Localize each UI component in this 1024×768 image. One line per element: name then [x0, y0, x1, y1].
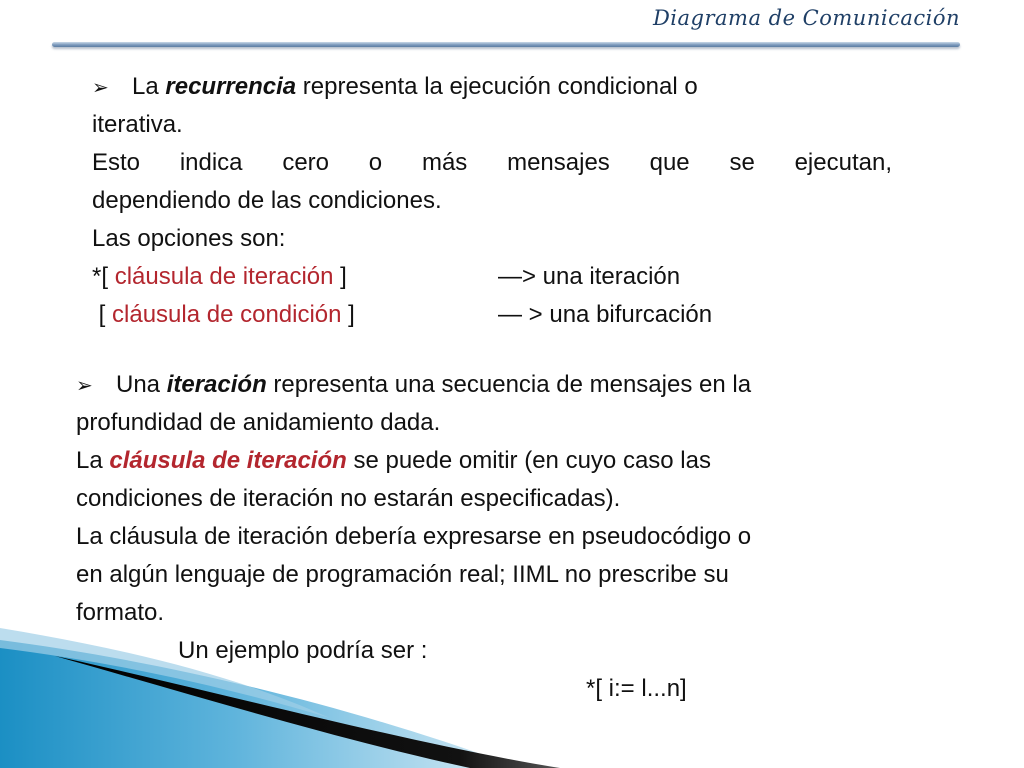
text-run: Una: [116, 371, 167, 398]
iteration-clause-label: cláusula de iteración: [114, 263, 334, 290]
text-run: *[: [92, 263, 115, 290]
text-run: ]: [341, 301, 355, 328]
recurrence-line-3: Esto indica cero o más mensajes que se ejecutan,: [92, 149, 892, 176]
recurrence-line-2: iterativa.: [92, 111, 183, 138]
text-run: [: [92, 301, 113, 328]
title-underline: [52, 42, 960, 47]
option-iteration-clause: [92, 258, 347, 296]
text-run: ]: [333, 263, 347, 290]
arrow-bullet-icon: ➢: [92, 75, 109, 99]
option-condition-result: — > una bifurcación: [498, 301, 713, 328]
slide-title: Diagrama de Comunicación: [652, 6, 960, 30]
option-iteration-result: —> una iteración: [498, 263, 681, 290]
term-clausula-de-iteracion: cláusula de iteración: [109, 447, 347, 474]
text-run: representa la ejecución condicional o: [296, 73, 698, 100]
term-recurrencia: recurrencia: [165, 73, 297, 100]
iteration-line-2: profundidad de anidamiento dada.: [76, 409, 441, 436]
example-intro: Un ejemplo podría ser :: [178, 637, 428, 664]
option-iteration: [92, 258, 892, 296]
example-code: *[ i:= l...n]: [586, 675, 687, 702]
recurrence-line-4: dependiendo de las condiciones.: [92, 187, 442, 214]
condition-clause-label: cláusula de condición: [112, 301, 342, 328]
recurrence-section: [92, 68, 892, 334]
iteration-line-3: [76, 442, 961, 480]
arrow-bullet-icon: ➢: [76, 373, 93, 397]
term-iteracion: iteración: [166, 371, 267, 398]
iteration-line-6: en algún lenguaje de programación real; IIML no prescribe su: [76, 561, 729, 588]
text-run: La: [76, 447, 110, 474]
iteration-line-7: formato.: [76, 599, 165, 626]
text-run: La: [132, 73, 166, 100]
option-condition-clause: [92, 296, 355, 334]
iteration-line-1: [76, 366, 961, 404]
recurrence-line-5: Las opciones son:: [92, 225, 286, 252]
corner-swoosh-decoration: [0, 628, 1024, 768]
recurrence-line-1: [92, 68, 892, 106]
text-run: se puede omitir (en cuyo caso las: [346, 447, 711, 474]
iteration-line-5: La cláusula de iteración debería expresarse en pseudocódigo o: [76, 523, 752, 550]
option-condition: [92, 296, 892, 334]
text-run: representa una secuencia de mensajes en la: [266, 371, 752, 398]
iteration-line-4: condiciones de iteración no estarán especificadas).: [76, 485, 621, 512]
